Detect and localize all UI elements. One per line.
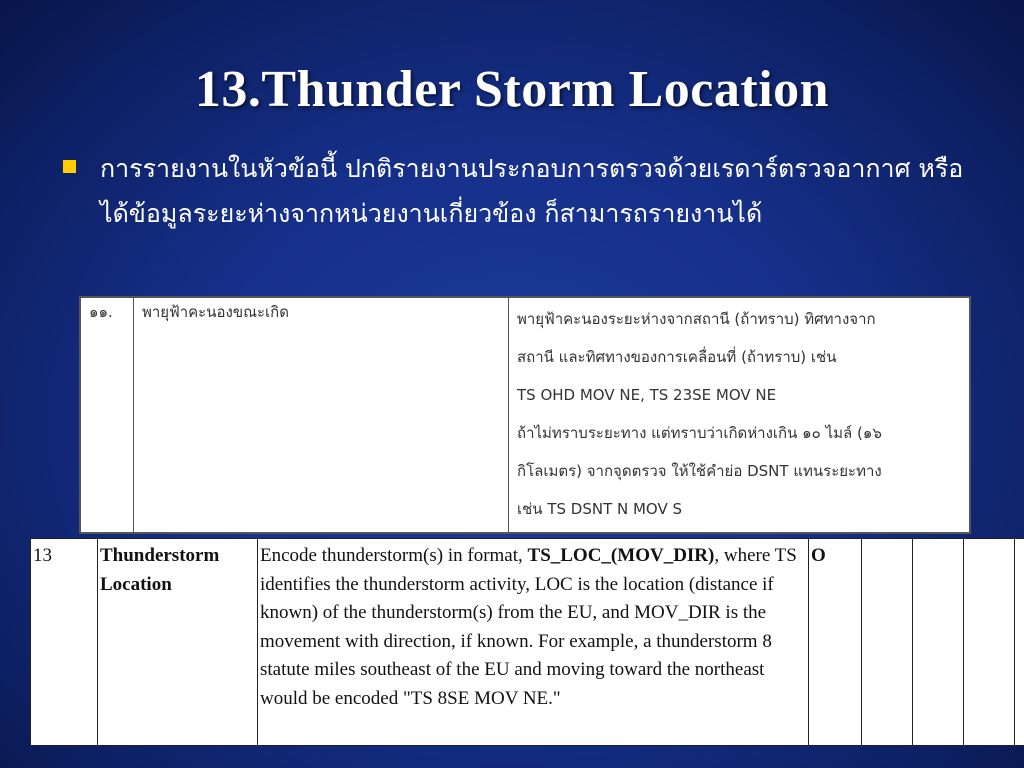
content-line: พายุฟ้าคะนองระยะห่างจากสถานี (ถ้าทราบ) ทิศทางจาก	[517, 310, 876, 328]
table-row	[80, 297, 970, 533]
bullet-text: การรายงานในหัวข้อนี้ ปกติรายงานประกอบการตรวจด้วยเรดาร์ตรวจอากาศ หรือได้ข้อมูลระยะห่างจากหน่วยงานเกี่ยวข้อง ก็สามารถรายงานได้	[100, 154, 964, 228]
slide-title: 13.Thunder Storm Location	[194, 61, 830, 118]
item-number: ๑๑.	[80, 297, 134, 533]
english-reference-table	[30, 538, 1024, 746]
bullet-square-icon	[63, 160, 76, 173]
empty-cell	[964, 539, 1015, 746]
description-text: , where TS identifies the thunderstorm activity, LOC is the location (distance if known) of the thunderstorm(s) from the EU, and MOV_DIR is the movement with direction, if known. For example, a thunderstorm 8 statute miles southeast of the EU and moving toward the northeast would be encoded "TS 8SE MOV NE."	[260, 545, 797, 709]
empty-cell	[913, 539, 964, 746]
optional-flag: O	[809, 539, 862, 746]
field-description	[258, 539, 809, 746]
field-name: Thunderstorm Location	[98, 539, 258, 746]
content-line: TS OHD MOV NE, TS 23SE MOV NE	[517, 386, 777, 404]
empty-cell	[1015, 539, 1024, 746]
content-line: กิโลเมตร) จากจุดตรวจ ให้ใช้คำย่อ DSNT แทนระยะทาง	[517, 462, 882, 480]
content-line: เช่น TS DSNT N MOV S	[517, 500, 683, 518]
thai-reference-table	[79, 296, 971, 534]
item-heading: พายุฟ้าคะนองขณะเกิด	[134, 297, 509, 533]
table-row	[31, 539, 1024, 746]
item-number: 13	[31, 539, 98, 746]
content-line: ถ้าไม่ทราบระยะทาง แต่ทราบว่าเกิดห่างเกิน ๑๐ ไมล์ (๑๖	[517, 424, 882, 442]
format-code: TS_LOC_(MOV_DIR)	[527, 545, 715, 566]
content-line: สถานี และทิศทางของการเคลื่อนที่ (ถ้าทราบ) เช่น	[517, 348, 837, 366]
item-content	[509, 297, 971, 533]
description-text: Encode thunderstorm(s) in format,	[260, 545, 528, 566]
empty-cell	[862, 539, 913, 746]
